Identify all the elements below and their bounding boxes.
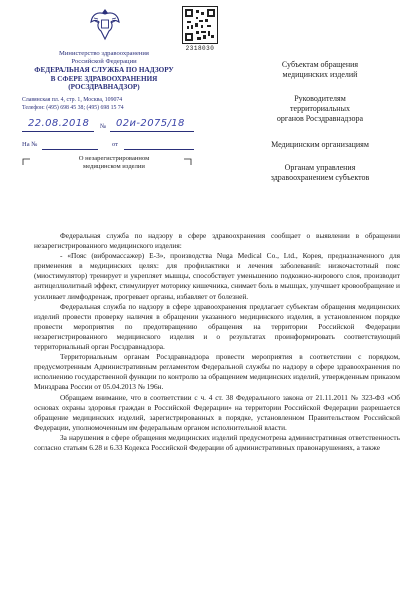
qr-code-icon bbox=[182, 6, 218, 44]
recipient-block bbox=[240, 140, 400, 150]
recipient-line: Органам управления bbox=[284, 163, 356, 172]
handwritten-number: 02и-2075/18 bbox=[116, 118, 185, 129]
recipient-line: Руководителям bbox=[294, 94, 346, 103]
reference-row bbox=[22, 141, 194, 151]
date-line bbox=[22, 131, 94, 132]
reference-number-label: На № bbox=[22, 141, 38, 148]
eagle-emblem-icon bbox=[88, 6, 122, 42]
letter-subject bbox=[60, 155, 168, 171]
subject-line: медицинском изделии bbox=[83, 163, 145, 170]
agency-line: (РОСЗДРАВНАДЗОР) bbox=[68, 83, 140, 92]
reference-date-line bbox=[124, 149, 194, 150]
body-paragraph: Федеральная служба по надзору в сфере здравоохранения предлагает субъектам обращения медицинских изделий провести проверку наличия в обращении указанного медицинского изделия, в установленном порядке провести мероприятия по предотвращению обращения на территории Российской Федерации незарегистрированного медицинского изделия и о результатах проинформировать соответствующий территориальный орган Росздравнадзора. bbox=[34, 301, 400, 352]
agency-line: ФЕДЕРАЛЬНАЯ СЛУЖБА ПО НАДЗОРУ bbox=[34, 66, 174, 74]
ministry-line: Министерство здравоохранения bbox=[59, 50, 149, 57]
body-paragraph: За нарушения в сфере обращения медицинских изделий предусмотрена административная ответственность согласно статьям 6.28 и 6.33 Кодекса Российской Федерации об административных правонарушениях, а также bbox=[34, 432, 400, 452]
body-paragraph: Обращаем внимание, что в соответствии с ч. 4 ст. 38 Федерального закона от 21.11.2011 № 323-ФЗ «Об основах охраны здоровья граждан в Российской Федерации» на территории Российской Федерации разрешается обращение медицинских изделий, зарегистрированных в порядке, установленном Правительством Российской Федерации, уполномоченным им федеральным органом исполнительной власти. bbox=[34, 392, 400, 432]
recipient-line: Субъектам обращения bbox=[281, 60, 359, 69]
recipient-line: органов Росздравнадзора bbox=[276, 114, 364, 123]
reference-date-label: от bbox=[112, 141, 119, 148]
handwritten-date: 22.08.2018 bbox=[28, 118, 90, 129]
registration-number: 2318030 bbox=[185, 45, 215, 52]
recipient-block bbox=[240, 60, 400, 80]
number-line bbox=[110, 131, 194, 132]
ministry-line: Российской Федерации bbox=[71, 58, 137, 65]
reference-number-line bbox=[42, 149, 98, 150]
agency-address bbox=[22, 97, 190, 112]
recipient-line: здравоохранением субъектов bbox=[270, 173, 370, 182]
address-line: Телефон: (495) 698 45 38; (495) 698 15 74 bbox=[22, 104, 124, 111]
recipient-line: территориальных bbox=[290, 104, 350, 113]
ministry-name bbox=[20, 50, 188, 66]
registration-row bbox=[22, 118, 194, 133]
body-paragraph: Территориальным органам Росздравнадзора провести мероприятия в соответствии с порядком, предусмотренным Административным регламентом Федеральной службы по надзору в сфере здравоохранения по исполнению государственной функции по контролю за обращением медицинских изделий, утвержденным приказом Минздрава России от 05.04.2013 № 196н. bbox=[34, 352, 400, 392]
recipient-line: Медицинским организациям bbox=[271, 140, 369, 149]
recipient-block bbox=[240, 163, 400, 183]
agency-name bbox=[20, 66, 188, 92]
address-line: Славянская пл. 4, стр. 1, Москва, 109074 bbox=[22, 97, 123, 103]
body-paragraph: - «Пояс (вибромассажер) E-3», производства Nuga Medical Co., Ltd., Корея, предназначенного для применения в медицинских целях: для профилактики и лечения заболеваний: низкочастотный пояс (миостимулятор) тренирует и укрепляет мышцы, способствует уменьшению подкожно-жирового слоя, производит антицеллюлитный эффект, стимулирует моторику кишечника, снимает боль в мышцах, улучшает кровообращение и усиливает лимфодренаж, прогревает органы, избавляет от болезней. bbox=[34, 251, 400, 301]
recipient-line: медицинских изделий bbox=[282, 70, 358, 79]
agency-line: В СФЕРЕ ЗДРАВООХРАНЕНИЯ bbox=[50, 74, 158, 83]
number-label: № bbox=[100, 123, 107, 130]
recipient-block bbox=[240, 94, 400, 124]
letter-body bbox=[34, 231, 400, 453]
subject-line: О незарегистрированном bbox=[78, 155, 150, 162]
body-paragraph: Федеральная служба по надзору в сфере здравоохранения сообщает о выявлении в обращении незарегистрированного медицинского изделия: bbox=[34, 231, 400, 251]
